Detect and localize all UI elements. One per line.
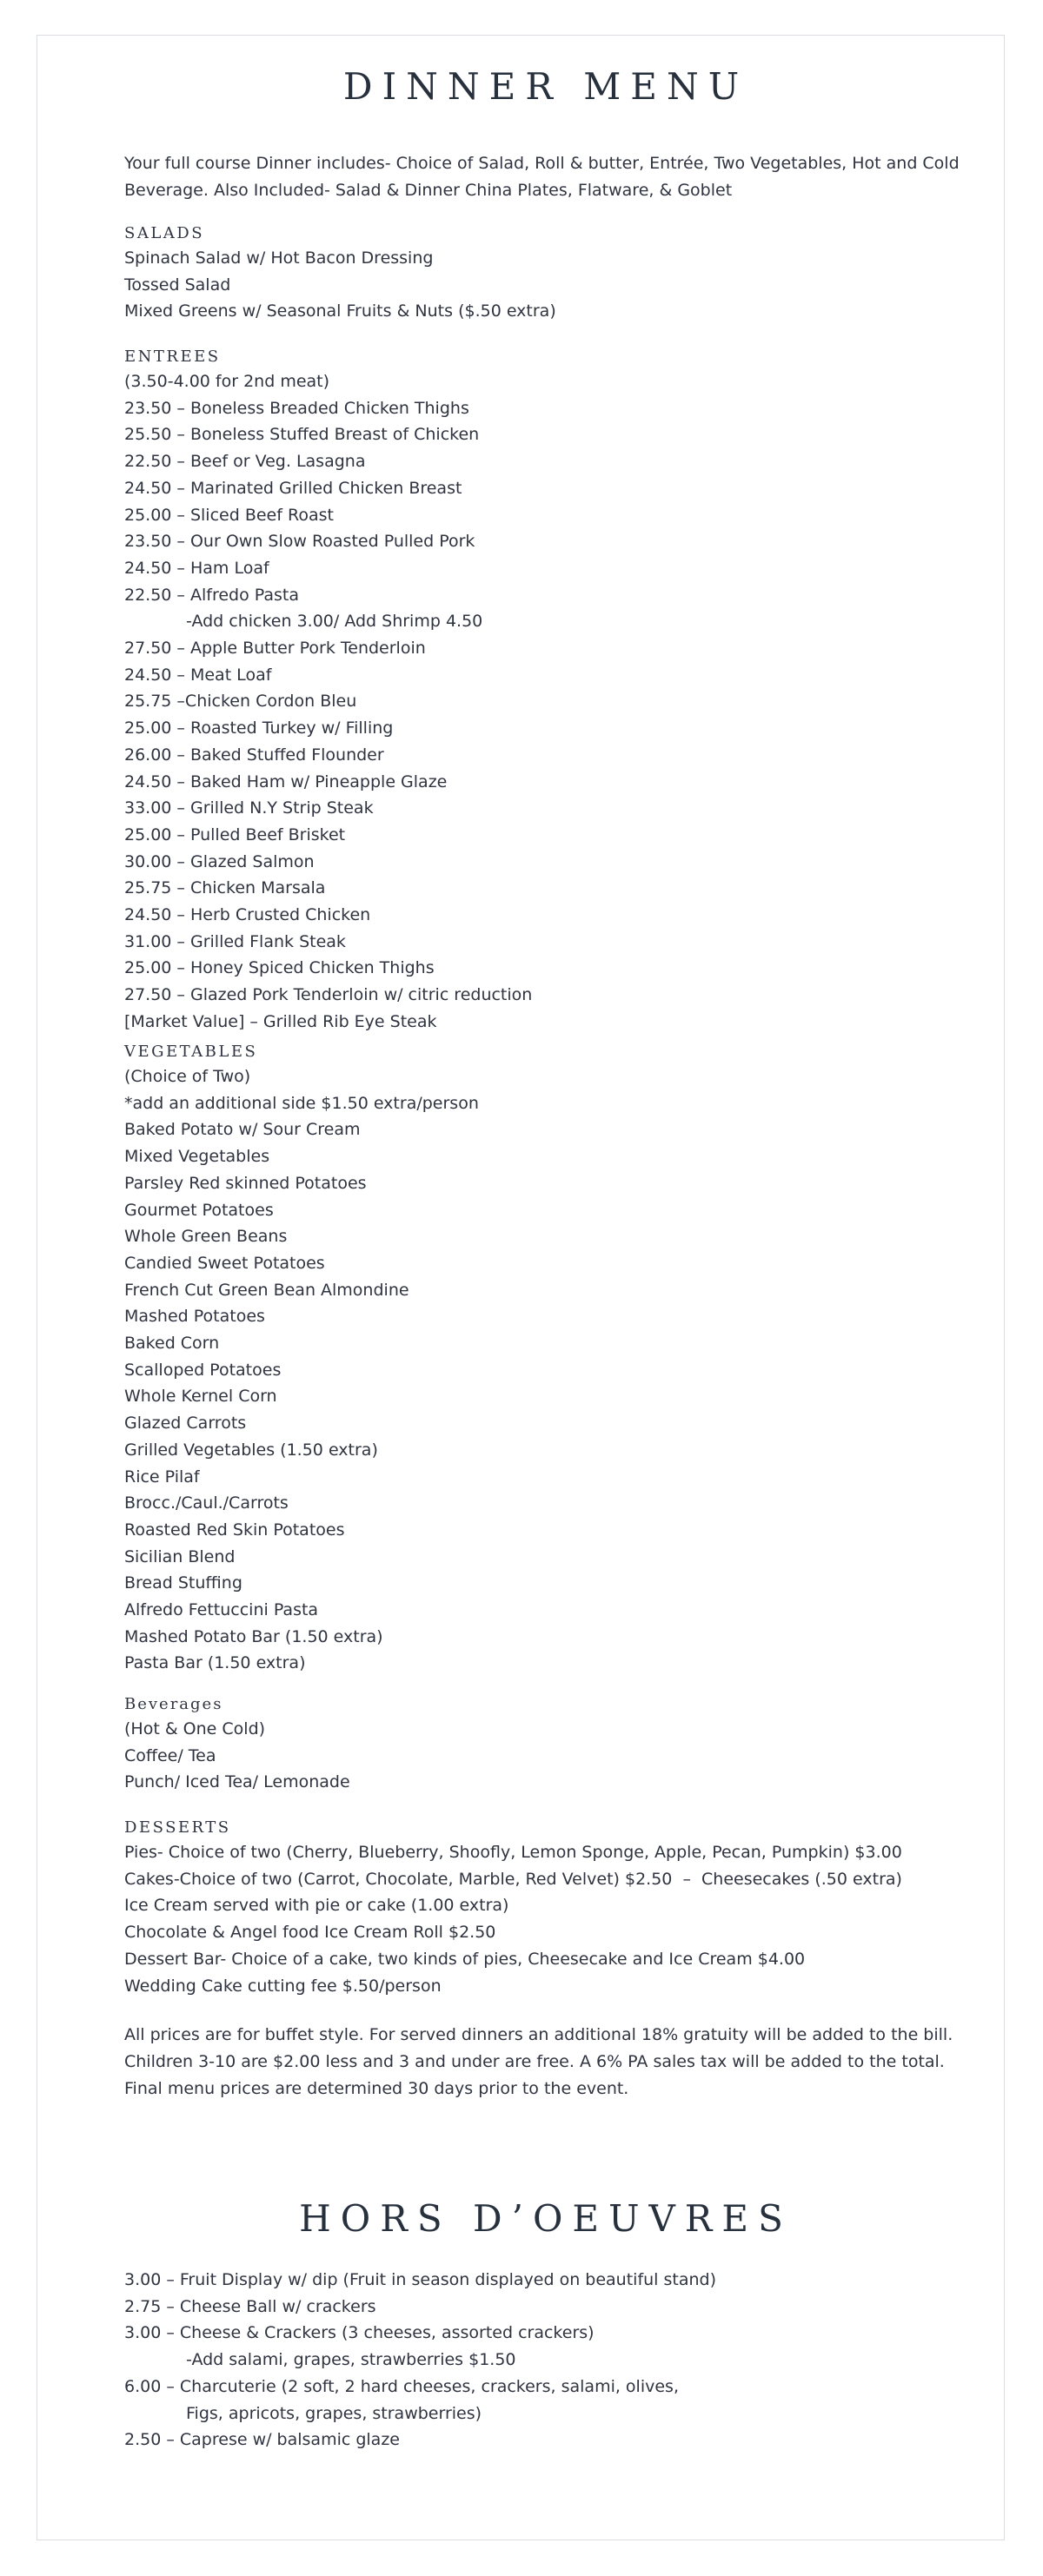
list-item: Tossed Salad [124,275,231,295]
list-item: Cakes-Choice of two (Carrot, Chocolate, Marble, Red Velvet) $2.50 – Cheesecakes (.50 extra) [124,1869,902,1889]
list-item: Figs, apricots, grapes, strawberries) [186,2403,482,2423]
list-item: Grilled Vegetables (1.50 extra) [124,1440,378,1460]
desserts-section [124,1817,967,1999]
entrees-section [124,346,967,1036]
list-item: 23.50 – Boneless Breaded Chicken Thighs [124,398,469,418]
list-item: Wedding Cake cutting fee $.50/person [124,1976,442,1996]
list-item: -Add salami, grapes, strawberries $1.50 [186,2350,516,2370]
list-item: Baked Potato w/ Sour Cream [124,1120,361,1140]
list-item: Coffee/ Tea [124,1745,216,1765]
list-item: [Market Value] – Grilled Rib Eye Steak [124,1011,437,1031]
list-item: 24.50 – Ham Loaf [124,558,269,578]
list-item: 3.00 – Cheese & Crackers (3 cheeses, assorted crackers) [124,2323,595,2343]
vegetables-heading: VEGETABLES [124,1043,258,1061]
list-item: Chocolate & Angel food Ice Cream Roll $2.50 [124,1923,496,1943]
list-item: 3.00 – Fruit Display w/ dip (Fruit in season displayed on beautiful stand) [124,2270,717,2289]
hors-doeuvres-title: HORS D’OEUVRES [299,2197,793,2240]
vegetables-section [124,1041,967,1677]
list-item: 2.50 – Caprese w/ balsamic glaze [124,2430,400,2450]
list-item: (Hot & One Cold) [124,1719,266,1738]
list-item: 22.50 – Alfredo Pasta [124,585,299,605]
list-item: Mixed Greens w/ Seasonal Fruits & Nuts ($.50 extra) [124,301,556,321]
list-item: Spinach Salad w/ Hot Bacon Dressing [124,248,434,268]
dinner-menu-title: DINNER MENU [342,65,749,108]
list-item: 27.50 – Glazed Pork Tenderloin w/ citric reduction [124,985,533,1005]
list-item: 25.00 – Honey Spiced Chicken Thighs [124,958,435,978]
list-item: 23.50 – Our Own Slow Roasted Pulled Pork [124,532,475,552]
list-item: 2.75 – Cheese Ball w/ crackers [124,2296,376,2316]
list-item: Parsley Red skinned Potatoes [124,1173,367,1193]
list-item: 25.00 – Roasted Turkey w/ Filling [124,718,394,738]
list-item: *add an additional side $1.50 extra/person [124,1093,479,1113]
list-item: 24.50 – Baked Ham w/ Pineapple Glaze [124,771,448,791]
list-item: Rice Pilaf [124,1467,200,1487]
list-item: Mixed Vegetables [124,1147,270,1167]
list-item: 33.00 – Grilled N.Y Strip Steak [124,798,374,818]
beverages-heading: Beverages [124,1695,223,1713]
list-item: Brocc./Caul./Carrots [124,1493,289,1513]
list-item: Whole Green Beans [124,1227,288,1247]
list-item: Bread Stuffing [124,1573,242,1593]
entrees-heading: ENTREES [124,348,221,366]
list-item: Roasted Red Skin Potatoes [124,1520,345,1540]
list-item: -Add chicken 3.00/ Add Shrimp 4.50 [186,612,483,632]
list-item: Pasta Bar (1.50 extra) [124,1653,306,1673]
list-item: 25.00 – Pulled Beef Brisket [124,824,346,844]
list-item: (Choice of Two) [124,1067,251,1086]
list-item: Dessert Bar- Choice of a cake, two kinds of pies, Cheesecake and Ice Cream $4.00 [124,1949,806,1969]
menu-card [37,35,1005,2540]
list-item: Mashed Potato Bar (1.50 extra) [124,1626,383,1646]
dinner-intro: Your full course Dinner includes- Choice of Salad, Roll & butter, Entrée, Two Vegetables, Hot and Cold Beverage. Also Included- Salad & Dinner China Plates, Flatware, & Goblet [124,154,960,200]
list-item: Candied Sweet Potatoes [124,1253,325,1273]
list-item: French Cut Green Bean Almondine [124,1280,409,1300]
list-item: Whole Kernel Corn [124,1387,277,1407]
desserts-heading: DESSERTS [124,1818,231,1837]
list-item: 31.00 – Grilled Flank Steak [124,931,346,951]
list-item: Gourmet Potatoes [124,1200,274,1220]
list-item: Sicilian Blend [124,1546,236,1566]
list-item: 25.75 – Chicken Marsala [124,878,326,898]
salads-heading: SALADS [124,224,205,242]
list-item: (3.50-4.00 for 2nd meat) [124,372,330,391]
salads-section [124,222,967,325]
list-item: Alfredo Fettuccini Pasta [124,1600,319,1620]
list-item: 25.50 – Boneless Stuffed Breast of Chicken [124,425,480,445]
list-item: 30.00 – Glazed Salmon [124,851,315,871]
hors-doeuvres-section [124,2267,967,2453]
list-item: Scalloped Potatoes [124,1360,282,1380]
list-item: 27.50 – Apple Butter Pork Tenderloin [124,639,426,659]
list-item: Baked Corn [124,1334,220,1354]
list-item: 24.50 – Meat Loaf [124,665,272,685]
beverages-section [124,1693,967,1796]
pricing-note: All prices are for buffet style. For served dinners an additional 18% gratuity will be added to the bill. Children 3-10 are $2.00 less and 3 and under are free. A 6% PA sales tax will be added to the total. Final menu prices are determined 30 days prior to the event. [124,2025,953,2098]
list-item: Mashed Potatoes [124,1307,265,1327]
list-item: Punch/ Iced Tea/ Lemonade [124,1772,350,1792]
list-item: 6.00 – Charcuterie (2 soft, 2 hard cheeses, crackers, salami, olives, [124,2376,679,2396]
list-item: 22.50 – Beef or Veg. Lasagna [124,452,366,472]
list-item: 24.50 – Marinated Grilled Chicken Breast [124,478,462,498]
list-item: Ice Cream served with pie or cake (1.00 extra) [124,1896,509,1916]
list-item: Glazed Carrots [124,1414,247,1434]
list-item: 25.00 – Sliced Beef Roast [124,505,334,525]
list-item: Pies- Choice of two (Cherry, Blueberry, Shoofly, Lemon Sponge, Apple, Pecan, Pumpkin) $3.00 [124,1843,902,1862]
list-item: 25.75 –Chicken Cordon Bleu [124,692,357,712]
list-item: 24.50 – Herb Crusted Chicken [124,905,371,925]
list-item: 26.00 – Baked Stuffed Flounder [124,745,384,765]
